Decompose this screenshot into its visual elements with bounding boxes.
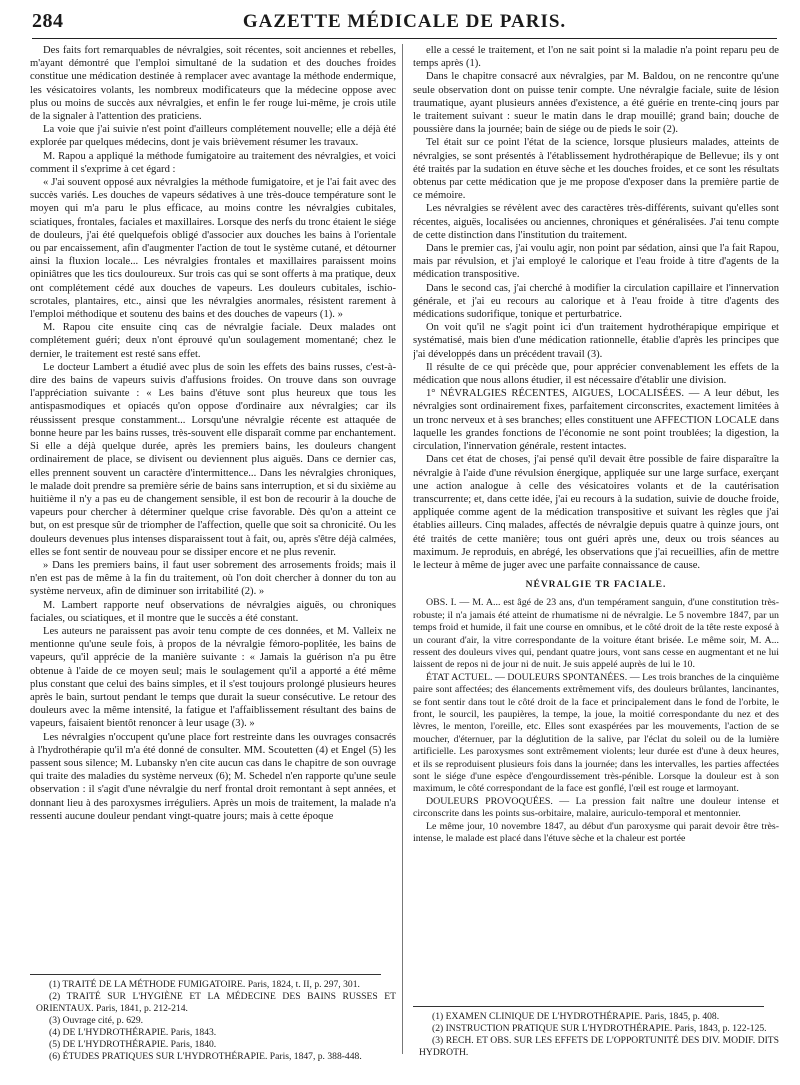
observation-paragraph: Le même jour, 10 novembre 1847, au début d'un paroxysme qui parait devoir être très-intense, le malade est placé dans l'étuve sèche et la chaleur est portée [413, 820, 779, 845]
footnote: (6) ÉTUDES PRATIQUES SUR L'HYDROTHÉRAPIE. Paris, 1847, p. 388-448. [49, 1051, 362, 1062]
paragraph: Tel était sur ce point l'état de la science, lorsque plusieurs malades, atteints de névralgies, se sont présentés à l'établissement hydrothérapique de Bellevue; ils y ont été traités par la sudation en étuve sèche et les douches froides, et ce sont les résultats obtenus par cette médication que je me propose d'exposer dans la première partie de ce mémoire. [413, 137, 779, 202]
observation-paragraph: OBS. I. — M. A... est âgé de 23 ans, d'un tempérament sanguin, d'une constitution très-robuste; il n'a jamais été atteint de rhumatisme ni de névralgie. Le 5 novembre 1847, par un temps froid et humide, il fait une course en omnibus, et le côté droit de la tête reste exposé à un courant d'air, la vitre correspondante de la voiture étant brisée. Le même soir, M. A... ressent des douleurs vives qui, pendant quatre jours, vont sans cesse en augmentant et ne lui laissent de repos ni de jour ni de nuit. Je suis appelé auprès de lui le 10. [413, 597, 779, 671]
journal-title: GAZETTE MÉDICALE DE PARIS. [242, 11, 567, 32]
paragraph: M. Rapou cite ensuite cinq cas de névralgie faciale. Deux malades ont complétement guéri; deux n'ont éprouvé qu'un soulagement momentané; chez le dernier, le traitement est resté sans effet. [30, 322, 396, 360]
paragraph: M. Lambert rapporte neuf observations de névralgies aiguës, ou chroniques faciales, ou sciatiques, et il montre que le succès a été constant. [30, 599, 396, 624]
observation-paragraph: DOULEURS PROVOQUÉES. — La pression fait naître une douleur intense et circonscrite dans les points sus-orbitaire, malaire, auriculo-temporal et mentonnier. [413, 795, 779, 820]
paragraph: 1° NÉVRALGIES RÉCENTES, AIGUES, LOCALISÉES. — A leur début, les névralgies sont ordinairement fixes, parfaitement circonscrites, exactement limitées à un tronc nerveux et à ses branches; elles constituent une AFFECTION LOCALE dans laquelle les grandes fonctions de l'économie ne sont point troublées; la digestion, la circulation, l'innervation générale, restent intactes. [413, 388, 779, 453]
page-number: 284 [32, 10, 64, 32]
page-header [32, 10, 777, 39]
paragraph: Les névralgies se révèlent avec des caractères très-différents, suivant qu'elles sont récentes, aiguës, localisées ou anciennes, chroniques et généralisées. J'ai tenu compte de cette distinction dans l'institution du traitement. [413, 203, 779, 241]
footnote: (2) INSTRUCTION PRATIQUE SUR L'HYDROTHÉRAPIE. Paris, 1843, p. 122-125. [432, 1023, 767, 1034]
paragraph: On voit qu'il ne s'agit point ici d'un traitement hydrothérapique empirique et systématisé, mais bien d'une médication rationnelle, établie d'après les principes que j'ai développés dans un précédent travail (3). [413, 322, 779, 360]
footnotes [30, 966, 396, 1063]
quotation-paragraph: « J'ai souvent opposé aux névralgies la méthode fumigatoire, et je l'ai fait avec des succès variés. Les douches de vapeurs sédatives à une très-douce température sont le moyen qui m'a paru le plus efficace, au moins contre les névralgies cubitales, sciatiques, frontales, faciales et maxillaires. Lorsque des nerfs du tronc étaient le siége de douleurs, j'ai été quelquefois obligé d'associer aux douches les bains à l'orientale ou par encaissement, afin d'augmenter l'action de tout le système cutané, et détourner ainsi la fluxion locale... Les névralgies frontales et maxillaires paraissent moins opiniâtres que les tics douloureux. Sur trois cas qui se sont offerts à ma pratique, deux ont complétement cédé aux douches de vapeurs. Les douleurs cubitales, ischio-scrotales, plantaires, etc., ainsi que les névralgies anormales, résistent rarement à l'emploi méthodique et soutenu des bains et des douches de vapeurs (1). » [30, 177, 396, 321]
footnote: (1) TRAITÉ DE LA MÉTHODE FUMIGATOIRE. Paris, 1824, t. II, p. 297, 301. [49, 979, 360, 990]
footnote: (1) EXAMEN CLINIQUE DE L'HYDROTHÉRAPIE. Paris, 1845, p. 408. [432, 1011, 720, 1022]
paragraph: elle a cessé le traitement, et l'on ne sait point si la maladie n'a point reparu peu de temps après (1). [413, 45, 779, 70]
footnote: (4) DE L'HYDROTHÉRAPIE. Paris, 1843. [49, 1027, 217, 1038]
footnotes [413, 998, 779, 1059]
column-divider [402, 44, 403, 1054]
paragraph: Dans le chapitre consacré aux névralgies, par M. Baldou, on ne rencontre qu'une seule observation dont on puisse tenir compte. Une névralgie faciale, suite de lésion traumatique, ayant plusieurs années d'existence, a été guérie en trente-cinq jours par le traitement suivant : sueur le matin dans le drap mouillé; grand bain; douche de poussière dans la journée; bain de siége ou de pieds le soir (2). [413, 71, 779, 136]
section-title: NÉVRALGIE TR FACIALE. [525, 580, 667, 591]
footnote: (2) TRAITÉ SUR L'HYGIÈNE ET LA MÉDECINE DES BAINS RUSSES ET ORIENTAUX. Paris, 1841, p. 212-214. [36, 991, 396, 1014]
paragraph: Des faits fort remarquables de névralgies, soit récentes, soit anciennes et rebelles, m'ayant démontré que l'emploi simultané de la sudation et des douches froides constitue une médication destinée à remplacer avec avantage la méthode endermique, les vésicatoires volants, les nombreux modificateurs que la médecine oppose avec plus ou moins de succès aux névralgies, et enfin le fer rouge lui-même, je crois utile de la signaler à l'attention des praticiens. [30, 45, 396, 123]
footnote: (3) RECH. ET OBS. SUR LES EFFETS DE L'OPPORTUNITÉ DES DIV. MODIF. DITS HYDROTH. [419, 1035, 779, 1058]
paragraph: Les auteurs ne paraissent pas avoir tenu compte de ces données, et M. Valleix ne mentionne qu'une seule fois, à propos de la névralgie fémoro-poplitée, les bains de vapeurs, qu'il apprécie de la manière suivante : « Jamais la guérison n'a pu être obtenue à l'aide de ce moyen seul; mais le soulagement qu'il a apporté a été même plus constant que celui des bains simples, et il s'est toujours prolongé plusieurs heures après le bain, surtout pendant le temps que durait la sueur consécutive. Le retour des douleurs avec la même intensité, la fatigue et l'affaiblissement résultant des bains de vapeurs, faisaient bientôt renoncer à leur usage (3). » [30, 625, 396, 730]
paragraph: Il résulte de ce qui précède que, pour apprécier convenablement les effets de la médication que nous allons étudier, il est nécessaire d'établir une division. [413, 361, 779, 387]
paragraph: Dans le second cas, j'ai cherché à modifier la circulation capillaire et l'innervation générale, et j'ai eu recours au calorique et à l'eau froide à titre d'agents des médications sudorifique, tonique et perturbatrice. [413, 282, 779, 321]
paragraph: Dans le premier cas, j'ai voulu agir, non point par sédation, ainsi que l'a fait Rapou, mais par révulsion, et j'ai employé le calorique et l'eau froide à titre d'agents de la médication transpositive. [413, 243, 779, 281]
quotation-paragraph: » Dans les premiers bains, il faut user sobrement des arrosements froids; mais il n'en est pas de même à la fin du traitement, où l'on doit chercher à donner du ton au système nerveux, afin de diminuer son irritabilité (2). » [30, 559, 396, 598]
paragraph: Les névralgies n'occupent qu'une place fort restreinte dans les ouvrages consacrés à l'hydrothérapie qu'il m'a été donné de consulter. MM. Scoutetten (4) et Engel (5) les passent sous silence; M. Lubansky n'en cite aucun cas dans le chapitre de son ouvrage qui traite des maladies du système nerveux (6); M. Schedel n'en rapporte qu'une seule observation : il s'agit d'une névralgie du nerf frontal droit remontant à sept années, et donnant lieu à des paroxysmes irréguliers. Après un mois de traitement, la malade n'a ressenti aucune douleur pendant vingt-quatre jours; mais à cette époque [30, 731, 396, 822]
footnote: (3) Ouvrage cité, p. 629. [49, 1015, 144, 1026]
footnote-divider [30, 974, 381, 975]
footnote-divider [413, 1006, 764, 1007]
footnote: (5) DE L'HYDROTHÉRAPIE. Paris, 1840. [49, 1039, 217, 1050]
paragraph: M. Rapou a appliqué la méthode fumigatoire au traitement des névralgies, et voici comment il s'exprime à cet égard : [30, 150, 396, 175]
right-column [413, 44, 779, 1074]
observation-paragraph: ÉTAT ACTUEL. — DOULEURS SPONTANÉES. — Les trois branches de la cinquième paire sont affectées; des élancements extrêmement vifs, des douleurs brûlantes, lancinantes, se font sentir dans tout le côté droit de la face et principalement dans le fond de l'orbite, le front, le sourcil, les paupières, la tempe, la joue, la moitié correspondante du nez et des lèvres, le menton, l'oreille, etc. Elles sont exaspérées par les mouvements, l'action de se moucher, d'éternuer, par la déglutition de la salive, par l'éclat du soleil ou de la lumière artificielle. Les paroxysmes sont extrêmement violents; leur durée est d'une à deux heures, et ils se reproduisent plusieurs fois dans la journée; dans les intervalles, les parties affectées sont le siége d'une espèce d'engourdissement très-pénible. Lorsque la douleur est à son maximum, le côté correspondant de la face est gonflé, l'œil est rouge et larmoyant. [413, 671, 779, 795]
paragraph: La voie que j'ai suivie n'est point d'ailleurs complétement nouvelle; elle a déjà été explorée par quelques médecins, dont je vais brièvement résumer les travaux. [30, 124, 396, 149]
paragraph: Dans cet état de choses, j'ai pensé qu'il devait être possible de faire disparaître la névralgie à l'aide d'une révulsion énergique, appliquée sur une large surface, exerçant une action analogue à celle des vésicatoires volants et de la cautérisation transcurrente; et, dans cette idée, j'ai eu recours à la sudation, suivie de douche froide, appliquée comme agent de la médication transpositive et suivant les règles que j'ai établies ailleurs. Cinq malades, affectés de névralgie depuis quatre à quinze jours, ont été traités de cette manière; tous ont guéri après une, deux ou trois séances au maximum. Je reproduis, en abrégé, les observations que j'ai recueillies, afin de mettre le lecteur à même de juger avec une parfaite connaissance de cause. [413, 454, 779, 571]
left-column [30, 44, 396, 1074]
quotation-paragraph: Le docteur Lambert a étudié avec plus de soin les effets des bains russes, c'est-à-dire des bains de vapeurs suivis d'affusions froides. On trouve dans son ouvrage l'appréciation suivante : « Les bains d'étuve sont plus heureux que tous les antispasmodiques et opiacés qu'on oppose d'ordinaire aux névralgies; car ils réussissent presque constamment... Lorsqu'une névralgie récente est attaquée de bonne heure par les bains russes, très-souvent elle disparaît comme par enchantement. Si elle a déjà quelque durée, après les premiers bains, les douleurs changent ordinairement de place, se divisent ou deviennent plus aiguës. Dans ce dernier cas, elles prennent souvent un caractère d'intermittence... Dans les névralgies chroniques, le malade doit prendre sa première série de bains sans interruption, et si du sixième au huitième il n'y a pas eu de changement sensible, il est bon de recourir à la douche de vapeurs pour chercher à déterminer quelque crise favorable. Dès qu'on a atteint ce but, on est presque sûr de triompher de l'affection, quelle que soit sa chronicité. Ou les douleurs devenues plus intenses disparaissent tout à fait, ou, après s'être déjà calmées, elles se font sentir de nouveau pour se dissiper encore et ne plus revenir. [30, 361, 396, 558]
